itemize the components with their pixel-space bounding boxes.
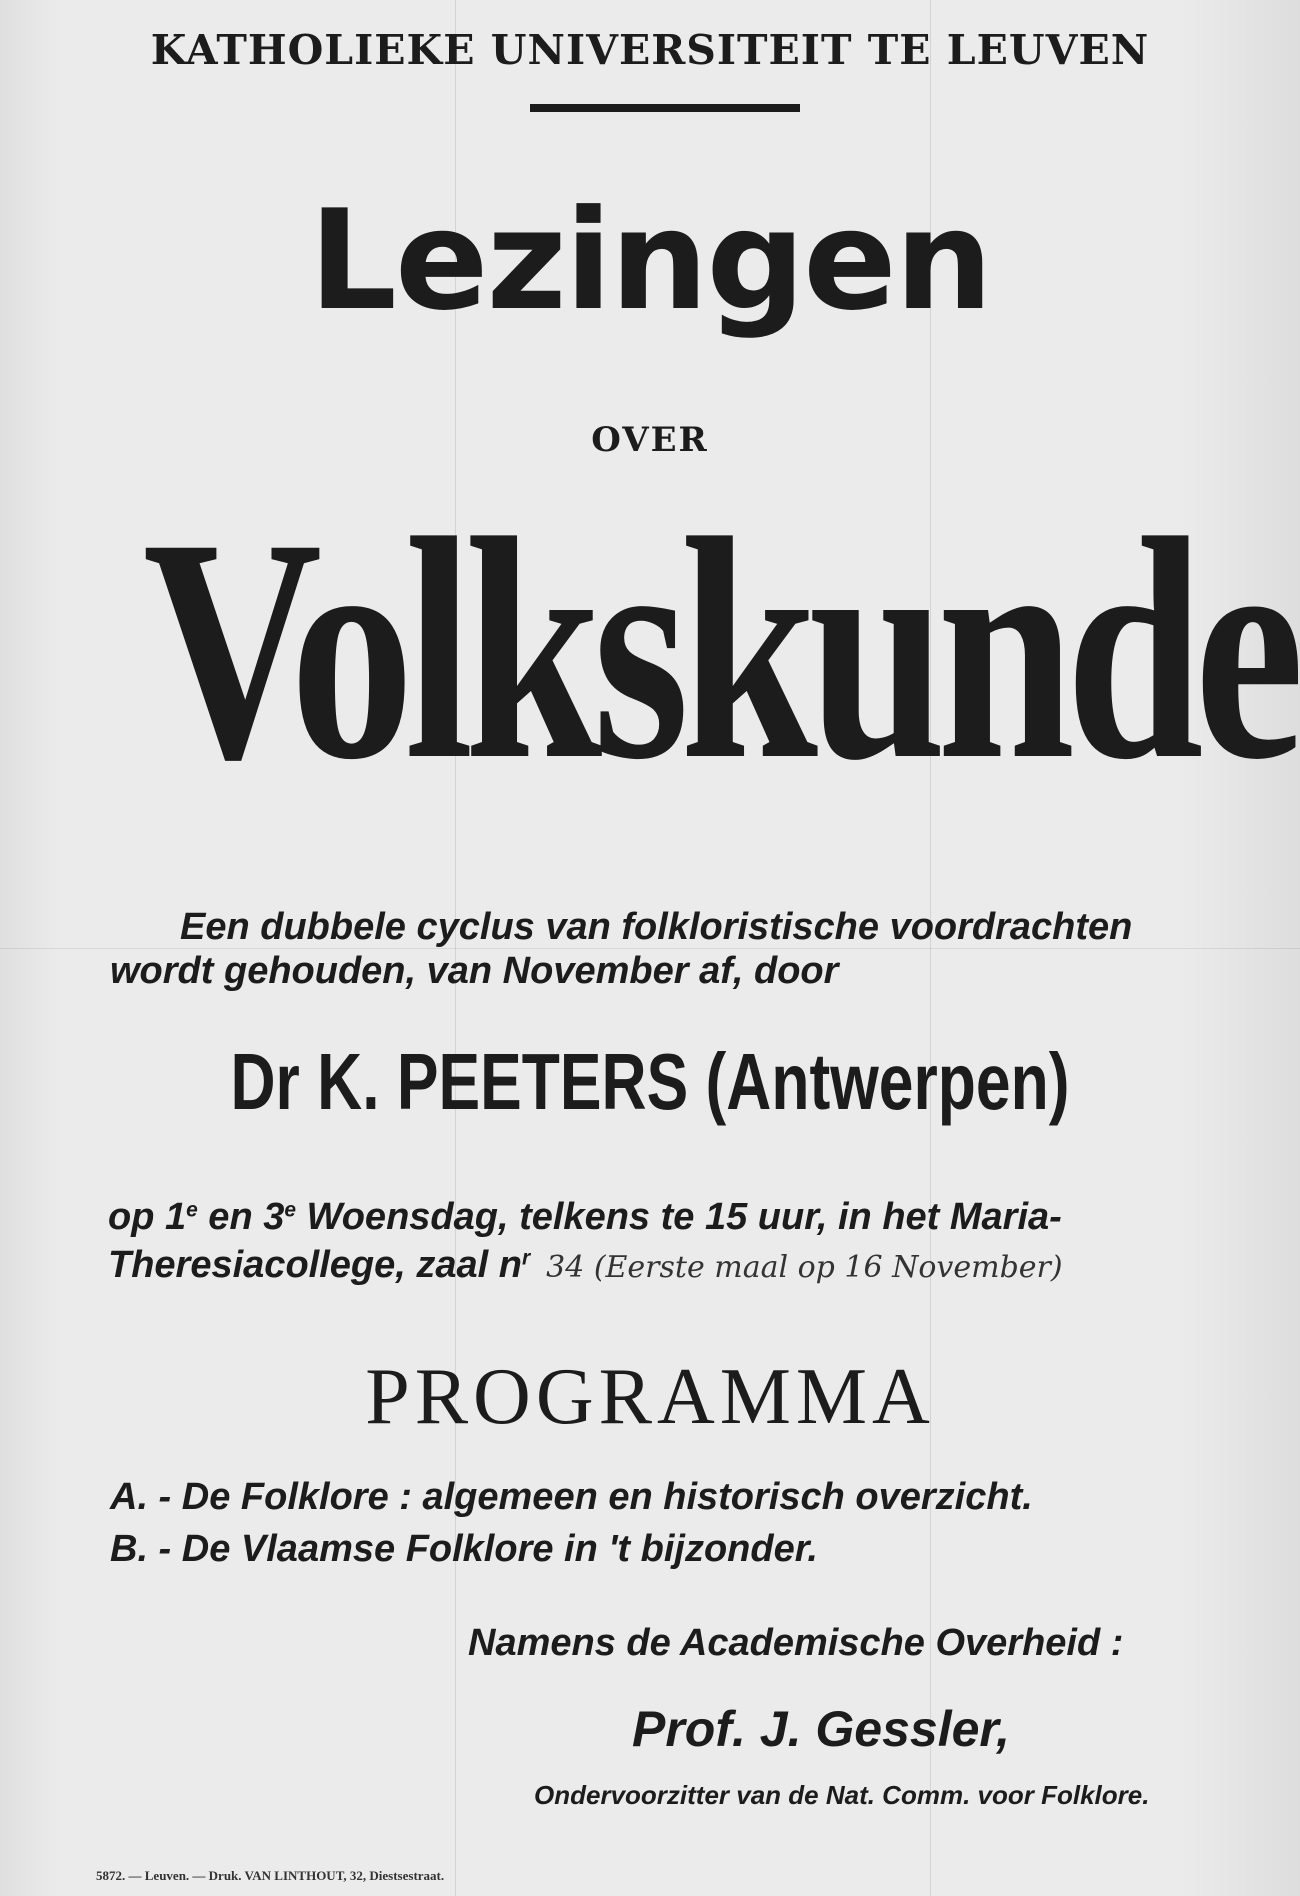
schedule-text: Woensdag, telkens te 15 uur, in het Maria- [295, 1196, 1062, 1238]
signatory-name: Prof. J. Gessler, [632, 1701, 1010, 1757]
over-label: OVER [591, 420, 709, 460]
university-heading: KATHOLIEKE UNIVERSITEIT TE LEUVEN [150, 26, 1150, 74]
heading-rule [530, 104, 800, 112]
schedule-text: en 3 [197, 1196, 285, 1238]
printer-imprint: 5872. — Leuven. — Druk. VAN LINTHOUT, 32, Diestsestraat. [96, 1868, 445, 1883]
schedule-text: op 1 [108, 1196, 187, 1238]
on-behalf-line: Namens de Academische Overheid : [468, 1622, 1124, 1664]
signatory-title: Ondervoorzitter van de Nat. Comm. voor Folklore. [534, 1780, 1150, 1810]
intro-line-1: Een dubbele cyclus van folkloristische voordrachten [180, 906, 1133, 948]
speaker-name: Dr K. PEETERS (Antwerpen) [230, 1037, 1070, 1126]
subject-title: Volkskunde [143, 473, 1296, 825]
poster-title: Lezingen [308, 180, 992, 341]
program-heading: PROGRAMMA [365, 1353, 935, 1441]
handwritten-note: 34 (Eerste maal op 16 November) [546, 1250, 1063, 1285]
intro-line-2: wordt gehouden, van November af, door [110, 950, 839, 992]
program-item-a: A. - De Folklore : algemeen en historisch overzicht. [110, 1476, 1033, 1518]
schedule-line-2 [108, 1244, 1063, 1287]
ordinal-suffix: e [284, 1198, 296, 1222]
schedule-line-1 [108, 1196, 1062, 1239]
schedule-text: Theresiacollege, zaal n [108, 1244, 522, 1286]
program-item-b: B. - De Vlaamse Folklore in 't bijzonder. [110, 1528, 818, 1570]
ordinal-suffix: r [521, 1246, 531, 1270]
ordinal-suffix: e [186, 1198, 198, 1222]
